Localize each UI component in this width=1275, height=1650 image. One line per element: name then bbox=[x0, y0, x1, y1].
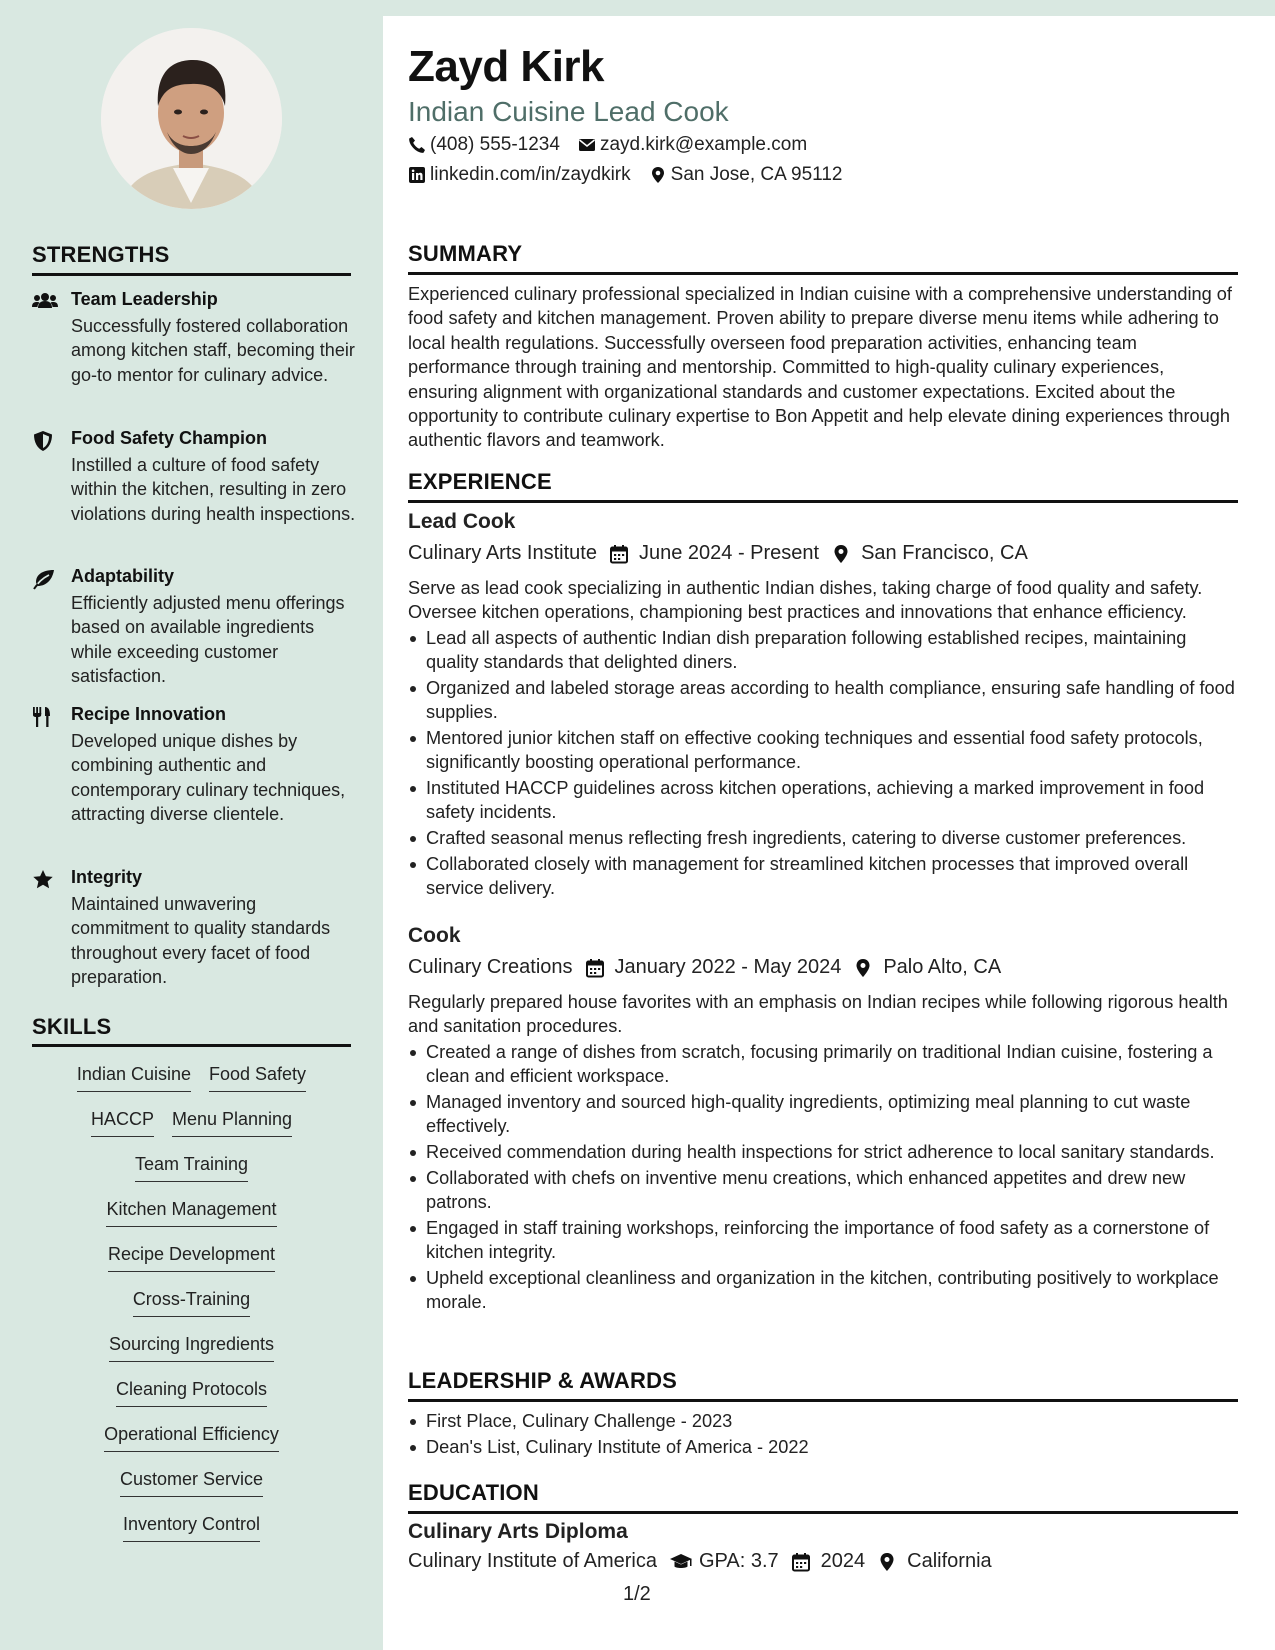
job-description: Serve as lead cook specializing in authentic Indian dishes, taking charge of food quality and safety. Oversee kitchen operations, championing best practices and innovations that enhance efficiency. bbox=[408, 578, 1203, 623]
sidebar bbox=[0, 0, 383, 1650]
job-meta bbox=[408, 542, 1028, 565]
gpa: GPA: 3.7 bbox=[699, 1550, 779, 1572]
list-item: Collaborated with chefs on inventive menu creations, which enhanced appetites and drew new patrons. bbox=[408, 1166, 1238, 1214]
map-pin-icon bbox=[877, 1552, 897, 1572]
skill-tag: Food Safety bbox=[209, 1064, 306, 1092]
strength-text: Instilled a culture of food safety within the kitchen, resulting in zero violations during health inspections. bbox=[71, 455, 356, 524]
job-description: Regularly prepared house favorites with an emphasis on Indian recipes while following rigorous health and sanitation procedures. bbox=[408, 992, 1228, 1037]
email-icon bbox=[578, 136, 596, 154]
skills-title: SKILLS bbox=[32, 1014, 112, 1039]
map-pin-icon bbox=[649, 166, 667, 184]
graduation-cap-icon bbox=[669, 1552, 689, 1572]
company-name: Culinary Arts Institute bbox=[408, 542, 597, 564]
skill-tag: Sourcing Ingredients bbox=[109, 1334, 274, 1362]
degree-title: Culinary Arts Diploma bbox=[408, 1520, 628, 1543]
job-bullets bbox=[408, 626, 1238, 902]
skill-tag: Recipe Development bbox=[108, 1244, 275, 1272]
education-location: California bbox=[907, 1550, 992, 1572]
phone-text: (408) 555-1234 bbox=[430, 134, 560, 155]
school-name: Culinary Institute of America bbox=[408, 1550, 657, 1572]
company-name: Culinary Creations bbox=[408, 956, 573, 978]
skill-row bbox=[32, 1064, 351, 1092]
page-number: 1/2 bbox=[623, 1583, 651, 1605]
leaf-icon bbox=[32, 568, 58, 590]
summary-title: SUMMARY bbox=[408, 241, 523, 266]
skill-tag: Operational Efficiency bbox=[104, 1424, 279, 1452]
strengths-title: STRENGTHS bbox=[32, 242, 170, 267]
strength-text: Efficiently adjusted menu offerings based on available ingredients while exceeding customer satisfaction. bbox=[71, 593, 345, 687]
utensils-icon bbox=[32, 706, 58, 728]
skill-tag: Kitchen Management bbox=[106, 1199, 276, 1227]
list-item: Engaged in staff training workshops, reinforcing the importance of food safety as a cornerstone of kitchen integrity. bbox=[408, 1216, 1238, 1264]
skill-tag: HACCP bbox=[91, 1109, 154, 1137]
list-item: Managed inventory and sourced high-quality ingredients, optimizing meal planning to cut waste effectively. bbox=[408, 1090, 1238, 1138]
list-item: Received commendation during health inspections for strict adherence to local sanitary standards. bbox=[408, 1140, 1238, 1164]
strength-title: Team Leadership bbox=[71, 289, 218, 309]
star-icon bbox=[32, 869, 58, 891]
leadership-title: LEADERSHIP & AWARDS bbox=[408, 1368, 678, 1393]
list-item: Organized and labeled storage areas according to health compliance, ensuring safe handling of food supplies. bbox=[408, 676, 1238, 724]
map-pin-icon bbox=[853, 958, 873, 978]
leadership-divider bbox=[408, 1399, 1238, 1402]
skill-row bbox=[32, 1109, 351, 1137]
leadership-list bbox=[408, 1409, 1238, 1461]
skill-row bbox=[32, 1424, 351, 1452]
skill-tag: Menu Planning bbox=[172, 1109, 292, 1137]
map-pin-icon bbox=[831, 544, 851, 564]
team-icon bbox=[32, 291, 58, 313]
summary-divider bbox=[408, 272, 1238, 275]
skill-row bbox=[32, 1244, 351, 1272]
experience-divider bbox=[408, 500, 1238, 503]
list-item: Upheld exceptional cleanliness and organization in the kitchen, contributing positively to workplace morale. bbox=[408, 1266, 1238, 1314]
calendar-icon bbox=[609, 544, 629, 564]
job-meta bbox=[408, 956, 1001, 979]
profile-photo bbox=[101, 28, 282, 209]
skill-tag: Cross-Training bbox=[133, 1289, 250, 1317]
education-title: EDUCATION bbox=[408, 1480, 539, 1505]
skill-tag: Team Training bbox=[135, 1154, 248, 1182]
skills-divider bbox=[32, 1044, 351, 1047]
skill-row bbox=[32, 1289, 351, 1317]
list-item: First Place, Culinary Challenge - 2023 bbox=[408, 1409, 1238, 1433]
list-item: Instituted HACCP guidelines across kitchen operations, achieving a marked improvement in food safety incidents. bbox=[408, 776, 1238, 824]
contact-line bbox=[408, 164, 842, 186]
list-item: Crafted seasonal menus reflecting fresh ingredients, catering to diverse customer preferences. bbox=[408, 826, 1238, 850]
skill-row bbox=[32, 1154, 351, 1182]
list-item: Lead all aspects of authentic Indian dish preparation following established recipes, maintaining quality standards that delighted diners. bbox=[408, 626, 1238, 674]
job-role: Indian Cuisine Lead Cook bbox=[408, 96, 729, 127]
education-meta bbox=[408, 1550, 992, 1573]
job-dates: January 2022 - May 2024 bbox=[614, 956, 842, 978]
list-item: Created a range of dishes from scratch, focusing primarily on traditional Indian cuisine, fostering a clean and efficient workspace. bbox=[408, 1040, 1238, 1088]
job-title: Cook bbox=[408, 924, 461, 947]
skill-row bbox=[32, 1469, 351, 1497]
candidate-name: Zayd Kirk bbox=[408, 42, 605, 91]
job-bullets bbox=[408, 1040, 1238, 1316]
graduation-year: 2024 bbox=[820, 1550, 866, 1572]
strength-text: Maintained unwavering commitment to quality standards throughout every facet of food preparation. bbox=[71, 894, 331, 988]
job-location: San Francisco, CA bbox=[861, 542, 1028, 564]
calendar-icon bbox=[585, 958, 605, 978]
job-location: Palo Alto, CA bbox=[883, 956, 1002, 978]
education-divider bbox=[408, 1511, 1238, 1514]
shield-icon bbox=[32, 430, 58, 452]
strength-title: Food Safety Champion bbox=[71, 428, 268, 448]
list-item: Mentored junior kitchen staff on effective cooking techniques and essential food safety protocols, significantly boosting operational performance. bbox=[408, 726, 1238, 774]
skill-row bbox=[32, 1514, 351, 1542]
email-text[interactable]: zayd.kirk@example.com bbox=[599, 134, 808, 155]
calendar-icon bbox=[791, 1552, 811, 1572]
skill-tag: Indian Cuisine bbox=[77, 1064, 191, 1092]
skill-tag: Inventory Control bbox=[123, 1514, 260, 1542]
experience-title: EXPERIENCE bbox=[408, 469, 552, 494]
location-text: San Jose, CA 95112 bbox=[670, 164, 843, 185]
list-item: Dean's List, Culinary Institute of America - 2022 bbox=[408, 1435, 1238, 1459]
skill-row bbox=[32, 1379, 351, 1407]
strength-title: Recipe Innovation bbox=[71, 704, 227, 724]
phone-icon bbox=[408, 136, 426, 154]
list-item: Collaborated closely with management for streamlined kitchen processes that improved overall service delivery. bbox=[408, 852, 1238, 900]
strengths-divider bbox=[32, 273, 351, 276]
skill-row bbox=[32, 1334, 351, 1362]
strength-text: Successfully fostered collaboration among kitchen staff, becoming their go-to mentor for culinary advice. bbox=[71, 316, 355, 385]
summary-text: Experienced culinary professional specialized in Indian cuisine with a comprehensive understanding of food safety and kitchen management. Proven ability to prepare diverse menu items while adhering to local health regulations. Successfully overseen food preparation activities, enhancing team performance through training and mentorship. Committed to high-quality culinary experiences, ensuring alignment with organizational standards and customer expectations. Excited about the opportunity to contribute culinary expertise to Bon Appetit and help elevate dining experiences through authentic flavors and teamwork. bbox=[408, 284, 1232, 451]
skill-row bbox=[32, 1199, 351, 1227]
skill-tag: Cleaning Protocols bbox=[116, 1379, 267, 1407]
strength-title: Integrity bbox=[71, 867, 143, 887]
contact-line bbox=[408, 134, 807, 156]
strength-title: Adaptability bbox=[71, 566, 175, 586]
linkedin-icon bbox=[408, 166, 426, 184]
main-content bbox=[383, 16, 1275, 1650]
job-dates: June 2024 - Present bbox=[638, 542, 820, 564]
linkedin-text[interactable]: linkedin.com/in/zaydkirk bbox=[430, 164, 631, 185]
job-title: Lead Cook bbox=[408, 510, 516, 533]
strength-text: Developed unique dishes by combining authentic and contemporary culinary techniques, attracting diverse clientele. bbox=[71, 731, 346, 825]
skill-tag: Customer Service bbox=[120, 1469, 263, 1497]
